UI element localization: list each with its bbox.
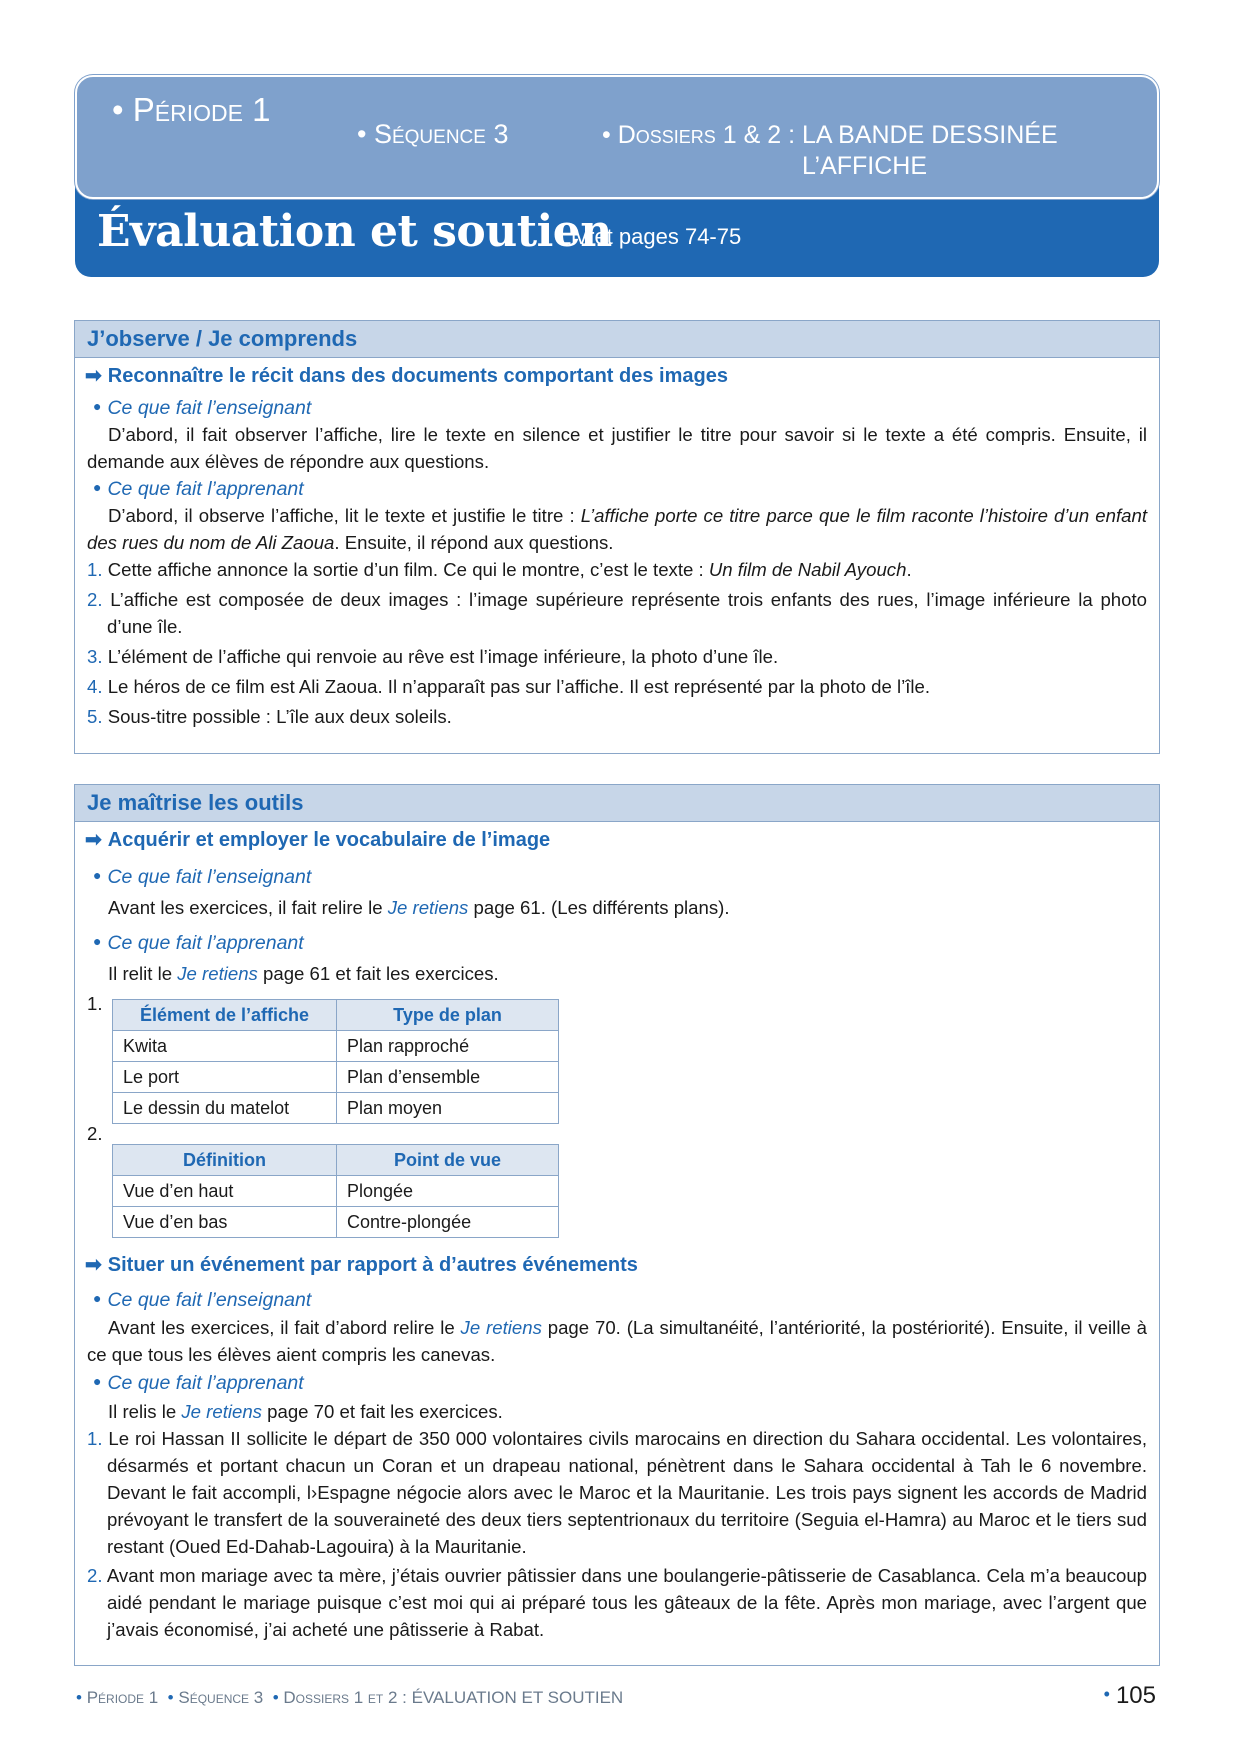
arrow-right-icon: ➡ <box>85 365 102 387</box>
table-header: Définition <box>113 1145 337 1176</box>
table-point-de-vue <box>112 1144 559 1238</box>
answer-text: Le roi Hassan II sollicite le départ de 350 000 volontaires civils marocains en direction du Sahara occidental. Les volontaires, désarmés et portant chacun un Coran et un drapeau national, pénètrent dans le Sahara occidental à Tah le 6 novembre. Devant le fait accompli, l›Espagne négocie alors avec le Maroc et la Mauritanie. Les trois pays signent les accords de Madrid prévoyant le transfert de la souveraineté des deux tiers septentrionaux du territoire (Seguia el-Hamra) au Maroc et le tiers sud restant (Oued Ed-Dahab-Lagouira) à la Mauritanie. <box>107 1428 1147 1557</box>
answer-4 <box>87 673 1147 700</box>
table-row <box>113 1062 559 1093</box>
page-title: Évaluation et soutien <box>97 206 612 257</box>
bullet: • <box>76 1688 82 1707</box>
answer-text: Sous-titre possible : L’île aux deux soleils. <box>107 706 452 727</box>
answer-number: 2. <box>87 589 103 610</box>
bullet: • <box>602 121 611 149</box>
bullet-icon: ● <box>93 933 102 949</box>
learner-text-2 <box>108 1398 503 1425</box>
teacher-text-b: page 61. (Les différents plans). <box>468 897 730 918</box>
table-header: Point de vue <box>337 1145 559 1176</box>
je-retiens-ref: Je retiens <box>387 897 469 918</box>
answer-text: Cette affiche annonce la sortie d’un film. Ce qui le montre, c’est le texte : <box>107 559 709 580</box>
bullet: • <box>272 1688 279 1707</box>
table-header-row <box>113 1145 559 1176</box>
answer-number: 3. <box>87 646 103 667</box>
answer-1 <box>87 556 1147 583</box>
learner-heading-2 <box>93 1368 304 1397</box>
bullet-icon: ● <box>93 1373 102 1389</box>
answer-text: Le héros de ce film est Ali Zaoua. Il n’apparaît pas sur l’affiche. Il est représenté par la photo de l’île. <box>107 676 931 697</box>
table-cell: Vue d’en haut <box>113 1176 337 1207</box>
table-row <box>113 1176 559 1207</box>
learner-heading <box>93 928 304 957</box>
je-retiens-ref: Je retiens <box>460 1317 542 1338</box>
answer-italic: Un film de Nabil Ayouch <box>708 559 907 580</box>
table-cell: Vue d’en bas <box>113 1207 337 1238</box>
learner-text-c: . Ensuite, il répond aux questions. <box>334 532 614 553</box>
sequence-label: Séquence 3 <box>373 119 509 149</box>
learner-text-1 <box>108 960 499 987</box>
table-cell: Plan d’ensemble <box>337 1062 559 1093</box>
teacher-label: Ce que fait l’enseignant <box>107 397 312 419</box>
header-breadcrumb-band <box>75 75 1159 199</box>
learner-text <box>87 502 1147 556</box>
learner-text-a: Il relit le <box>108 963 178 984</box>
table-plans <box>112 999 559 1124</box>
bullet-icon: ● <box>93 479 102 495</box>
footer-title: ÉVALUATION ET SOUTIEN <box>411 1688 624 1707</box>
learner-text-a: D’abord, il observe l’affiche, lit le texte et justifie le titre : <box>108 505 581 526</box>
answer-2 <box>87 586 1147 640</box>
objective <box>85 363 728 390</box>
teacher-heading-2 <box>93 1285 311 1314</box>
table-cell: Plan rapproché <box>337 1031 559 1062</box>
section-heading: Je maîtrise les outils <box>75 785 1159 822</box>
teacher-text-a: Avant les exercices, il fait relire le <box>108 897 388 918</box>
table-header: Type de plan <box>337 1000 559 1031</box>
teacher-text-a: Avant les exercices, il fait d’abord relire le <box>108 1317 461 1338</box>
answer-text: L’affiche est composée de deux images : l’image supérieure représente trois enfants des rues, l’image inférieure la photo d’une île. <box>107 589 1147 637</box>
header-sequence <box>357 119 508 150</box>
dossier-1-title: LA BANDE DESSINÉE <box>801 121 1058 149</box>
footer-dossiers: Dossiers 1 et 2 : <box>283 1688 407 1707</box>
table-cell: Le dessin du matelot <box>113 1093 337 1124</box>
learner-text-b: page 70 et fait les exercices. <box>261 1401 503 1422</box>
objective-text: Reconnaître le récit dans des documents comportant des images <box>107 365 728 387</box>
dossier-2-title: L’AFFICHE <box>802 152 928 180</box>
page-number <box>1104 1682 1156 1710</box>
learner-text-a: Il relis le <box>108 1401 182 1422</box>
table-cell: Contre-plongée <box>337 1207 559 1238</box>
table-cell: Kwita <box>113 1031 337 1062</box>
answer-text: L’élément de l’affiche qui renvoie au rêve est l’image inférieure, la photo d’une île. <box>107 646 779 667</box>
page-footer <box>76 1688 623 1708</box>
answer-3 <box>87 643 1147 670</box>
table-1-number: 1. <box>87 993 103 1014</box>
answer-5 <box>87 703 1147 730</box>
teacher-text: D’abord, il fait observer l’affiche, lire le texte en silence et justifier le titre pour savoir si le texte a été compris. Ensuite, il demande aux élèves de répondre aux questions. <box>87 424 1147 472</box>
table-cell: Plan moyen <box>337 1093 559 1124</box>
section-observe-comprends <box>74 320 1160 754</box>
teacher-label: Ce que fait l’enseignant <box>107 1289 312 1311</box>
dossiers-label: Dossiers 1 & 2 : <box>617 121 796 149</box>
answer-number: 1. <box>87 1428 103 1449</box>
je-retiens-ref: Je retiens <box>181 1401 262 1422</box>
teacher-heading <box>93 393 311 422</box>
teacher-text-2 <box>87 1314 1147 1368</box>
section-maitrise-outils <box>74 784 1160 1666</box>
table-row <box>113 1207 559 1238</box>
teacher-text-b: page 70. (La simultanéité, l’antériorité, la postériorité). Ensuite, il veille à ce que tous les élèves aient compris les canevas. <box>87 1317 1147 1365</box>
bullet: • <box>1103 1684 1110 1704</box>
learner-text-italic: L’affiche porte ce titre parce que le film raconte l’histoire d’un enfant des rues du nom de Ali Zaoua <box>87 505 1147 553</box>
objective-1 <box>85 827 550 854</box>
exercise-answer-1 <box>87 1425 1147 1560</box>
footer-sequence: Séquence 3 <box>178 1688 264 1707</box>
bullet: • <box>112 91 124 128</box>
learner-label: Ce que fait l’apprenant <box>107 478 304 500</box>
answer-end: . <box>906 559 912 580</box>
answer-number: 5. <box>87 706 103 727</box>
objective-text: Situer un événement par rapport à d’autres événements <box>107 1254 638 1276</box>
exercise-answer-2 <box>87 1562 1147 1643</box>
table-header-row <box>113 1000 559 1031</box>
section-heading: J’observe / Je comprends <box>75 321 1159 358</box>
arrow-right-icon: ➡ <box>85 1254 102 1276</box>
je-retiens-ref: Je retiens <box>177 963 258 984</box>
header-periode <box>112 91 270 129</box>
teacher-heading <box>93 862 311 891</box>
table-cell: Le port <box>113 1062 337 1093</box>
learner-label: Ce que fait l’apprenant <box>107 1372 304 1394</box>
bullet-icon: ● <box>93 398 102 414</box>
table-2-number: 2. <box>87 1123 103 1144</box>
answer-number: 2. <box>87 1565 103 1586</box>
teacher-text-1 <box>108 894 730 921</box>
learner-text-b: page 61 et fait les exercices. <box>257 963 499 984</box>
answer-number: 4. <box>87 676 103 697</box>
answer-number: 1. <box>87 559 103 580</box>
page-number-value: 105 <box>1115 1682 1156 1709</box>
header-dossiers <box>602 121 1058 150</box>
learner-label: Ce que fait l’apprenant <box>107 932 304 954</box>
answer-text: Avant mon mariage avec ta mère, j’étais ouvrier pâtissier dans une boulangerie-pâtisserie de Casablanca. Cela m’a beaucoup aidé pendant le mariage puisque c’est moi qui ai préparé tous les gâteaux de la fête. Après mon mariage, avec l’argent que j’avais économisé, j’ai acheté une pâtisserie à Rabat. <box>106 1565 1148 1640</box>
arrow-right-icon: ➡ <box>85 829 102 851</box>
footer-periode: Période 1 <box>86 1688 159 1707</box>
table-cell: Plongée <box>337 1176 559 1207</box>
bullet: • <box>167 1688 174 1707</box>
bullet-icon: ● <box>93 1290 102 1306</box>
periode-label: Période 1 <box>132 91 271 128</box>
table-row <box>113 1031 559 1062</box>
table-row <box>113 1093 559 1124</box>
bullet-icon: ● <box>93 867 102 883</box>
livret-pages: Livret pages 74-75 <box>559 224 742 249</box>
bullet: • <box>357 119 367 149</box>
teacher-label: Ce que fait l’enseignant <box>107 866 312 888</box>
objective-text: Acquérir et employer le vocabulaire de l’image <box>107 829 551 851</box>
table-header: Élément de l’affiche <box>113 1000 337 1031</box>
learner-heading <box>93 474 304 503</box>
objective-2 <box>85 1252 638 1279</box>
